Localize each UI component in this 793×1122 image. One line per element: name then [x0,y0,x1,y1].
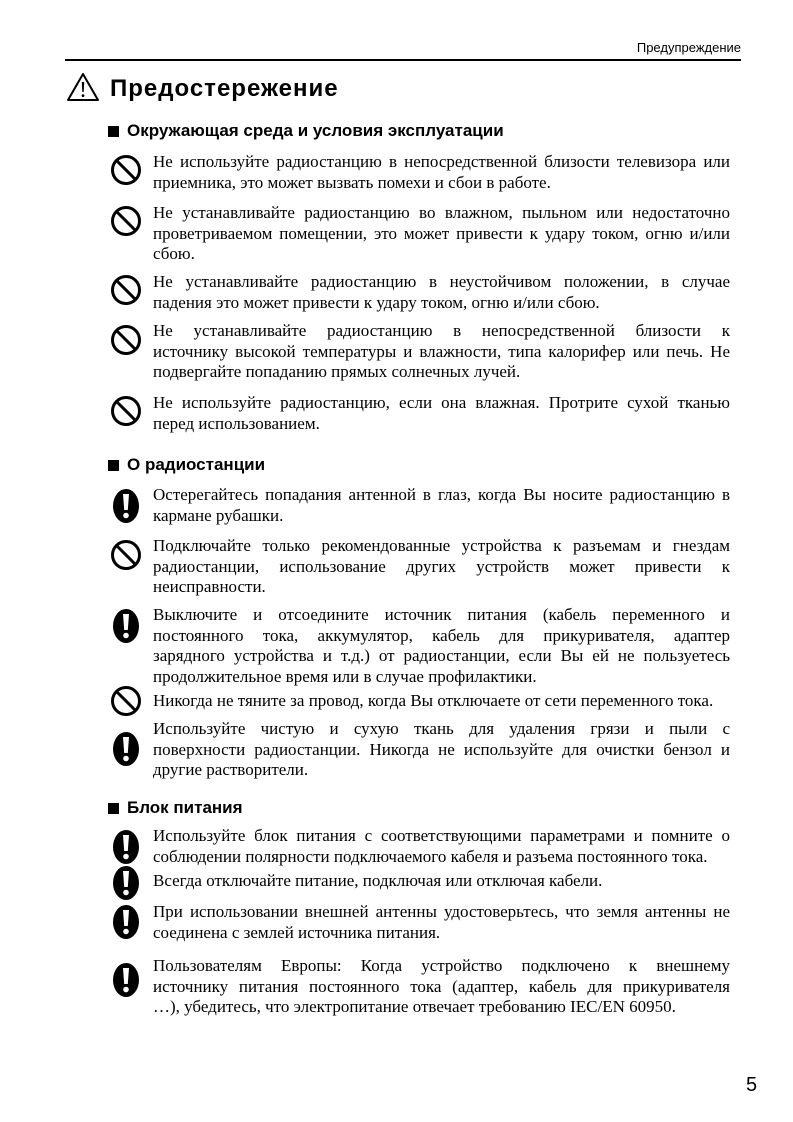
caution-text [153,826,730,867]
caution-text [153,956,730,1018]
text-line: Не используйте радиостанцию, если она влажная. Протрите сухой тканью [153,393,730,412]
text-line: поверхности радиостанции. Никогда не используйте для очистки бензол и [153,739,730,759]
section-heading-text: Блок питания [127,798,243,817]
text-line: Используйте блок питания с соответствующими параметрами и помните о [153,826,730,845]
caution-text [153,485,730,526]
section-heading-text: О радиостанции [127,455,266,474]
prohibition-icon [110,274,142,306]
prohibition-icon [110,685,142,717]
caution-text [153,605,730,687]
section-heading [108,798,243,818]
caution-text [153,203,730,265]
text-line: зарядного устройства и т.д.) от радиостанции, если Вы ей не пользуетесь [153,646,730,665]
text-line: источнику питания постоянного тока (адаптер, кабель для прикуривателя [153,976,730,996]
prohibition-icon [110,395,142,427]
text-line: падения это может привести к удару током, огню и/или сбою. [153,292,600,312]
header-rule [65,59,741,61]
caution-text [153,536,730,598]
square-bullet-icon [108,126,119,137]
text-line: неисправности. [153,577,266,596]
exclamation-icon [112,962,140,998]
running-title: Предупреждение [636,40,741,55]
text-line: Не устанавливайте радиостанцию в непосредственной близости к [153,321,730,340]
square-bullet-icon [108,803,119,814]
warning-triangle-icon [66,72,100,102]
text-line: Никогда не тяните за провод, когда Вы отключаете от сети переменного тока. [153,691,714,710]
text-line: сбою. [153,244,195,263]
caution-text [153,871,730,892]
prohibition-icon [110,154,142,186]
section-heading [108,121,504,141]
prohibition-icon [110,324,142,356]
caution-text [153,321,730,383]
text-line: Подключайте только рекомендованные устройства к разъемам и гнездам [153,536,730,555]
caution-text [153,691,730,712]
text-line: Пользователям Европы: Когда устройство подключено к внешнему [153,956,730,975]
section-heading-text: Окружающая среда и условия эксплуатации [127,121,504,140]
caution-text [153,152,730,193]
text-line: постоянного тока, аккумулятор, кабель для прикуривателя, адаптер [153,625,730,645]
exclamation-icon [112,488,140,524]
text-line: Всегда отключайте питание, подключая или отключая кабели. [153,871,603,890]
text-line: перед использованием. [153,413,320,433]
prohibition-icon [110,205,142,237]
text-line: Не устанавливайте радиостанцию во влажном, пыльном или недостаточно [153,203,730,222]
text-line: подвергайте попаданию прямых солнечных лучей. [153,362,521,381]
text-line: другие растворители. [153,760,309,779]
text-line: продолжительное время или в случае профилактики. [153,666,537,686]
square-bullet-icon [108,460,119,471]
page-title: Предостережение [110,75,339,102]
text-line: При использовании внешней антенны удостоверьтесь, что земля антенны не [153,902,730,921]
text-line: Не используйте радиостанцию в непосредственной близости телевизора или [153,152,730,171]
exclamation-icon [112,829,140,865]
exclamation-icon [112,608,140,644]
text-line: Выключите и отсоедините источник питания (кабель переменного и [153,605,730,624]
text-line: …), убедитесь, что электропитание отвечает требованию IEC/EN 60950. [153,997,676,1016]
text-line: кармане рубашки. [153,505,284,525]
text-line: Не устанавливайте радиостанцию в неустойчивом положении, в случае [153,272,730,291]
text-line: Остерегайтесь попадания антенной в глаз, когда Вы носите радиостанцию в [153,485,730,504]
exclamation-icon [112,865,140,901]
page-number: 5 [746,1074,758,1096]
text-line: приемника, это может вызвать помехи и сбои в работе. [153,172,551,192]
prohibition-icon [110,539,142,571]
text-line: радиостанции, использование других устройств может привести к [153,556,730,576]
text-line: источнику высокой температуры и влажности, типа калорифер или печь. Не [153,341,730,361]
text-line: Используйте чистую и сухую ткань для удаления грязи и пыли с [153,719,730,738]
caution-text [153,902,730,943]
exclamation-icon [112,904,140,940]
caution-text [153,393,730,434]
caution-text [153,272,730,313]
text-line: соблюдении полярности подключаемого кабеля и разъема постоянного тока. [153,846,708,866]
caution-text [153,719,730,781]
text-line: проветриваемом помещении, это может привести к удару током, огню и/или [153,223,730,243]
section-heading [108,455,265,475]
text-line: соединена с землей источника питания. [153,922,441,942]
exclamation-icon [112,731,140,767]
